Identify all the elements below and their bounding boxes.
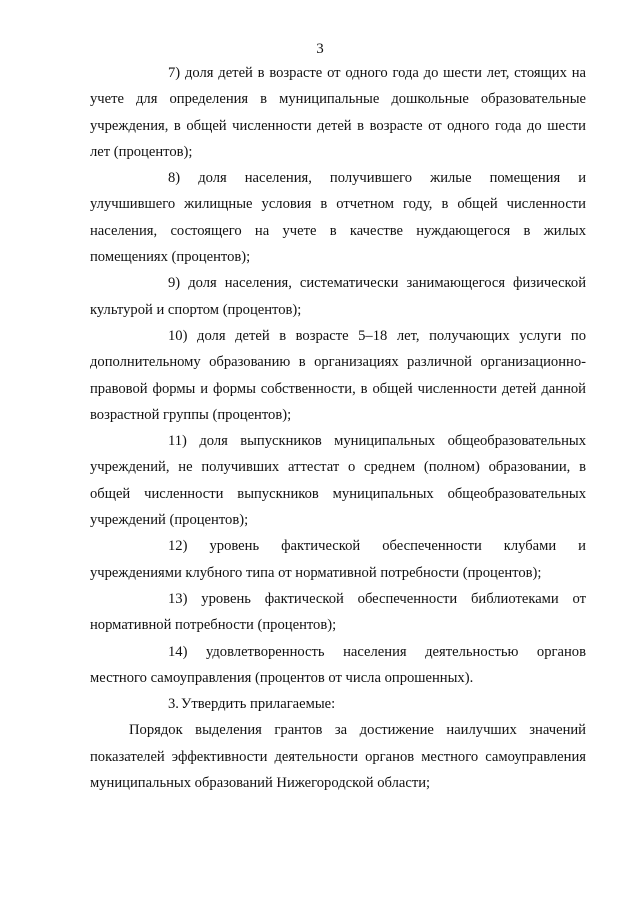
item-number: 7) xyxy=(168,65,181,81)
section-3-heading xyxy=(90,691,586,717)
item-text: доля выпускников муниципальных общеобразовательных учреждений, не получивших аттестат о среднем (полном) образовании, в общей численности выпускников муниципальных общеобразовательных учреждений (процентов); xyxy=(90,433,586,529)
item-text: доля населения, получившего жилые помещения и улучшившего жилищные условия в отчетном году, в общей численности населения, состоящего на учете в качестве нуждающегося в жилых помещениях (процентов); xyxy=(90,170,587,266)
list-item-10 xyxy=(90,323,586,428)
item-text: уровень фактической обеспеченности клубами и учреждениями клубного типа от нормативной потребности (процентов); xyxy=(90,538,586,581)
item-number: 13) xyxy=(168,590,188,607)
list-item-14 xyxy=(90,639,586,692)
list-item-8 xyxy=(90,165,586,270)
list-item-12 xyxy=(90,533,586,586)
item-text: доля населения, систематически занимающегося физической культурой и спортом (процентов); xyxy=(90,275,586,318)
item-number: 9) xyxy=(168,275,181,292)
section-number: 3. xyxy=(168,696,179,713)
item-number: 8) xyxy=(168,170,181,187)
list-item-7 xyxy=(90,60,586,165)
section-text: Утвердить прилагаемые: xyxy=(181,696,336,713)
list-item-11 xyxy=(90,428,586,533)
page-number: 3 xyxy=(316,41,324,57)
item-number: 12) xyxy=(168,538,188,555)
item-text: уровень фактической обеспеченности библиотеками от нормативной потребности (процентов); xyxy=(90,590,587,634)
item-number: 14) xyxy=(168,643,188,660)
item-number: 10) xyxy=(168,327,188,344)
list-item-13 xyxy=(90,586,586,639)
document-body xyxy=(90,60,586,796)
item-text: доля детей в возрасте от одного года до шести лет, стоящих на учете для определения в муниципальные дошкольные образовательные учреждения, в общей численности детей в возрасте от одного года до шести лет (процентов); xyxy=(90,65,586,160)
item-number: 11) xyxy=(168,433,187,450)
list-item-9 xyxy=(90,270,586,323)
item-text: удовлетворенность населения деятельностью органов местного самоуправления (процентов от числа опрошенных). xyxy=(90,643,586,686)
item-text: доля детей в возрасте 5–18 лет, получающих услуги по дополнительному образованию в организациях различной организационно-правовой формы и формы собственности, в общей численности детей данной возрастной группы (процентов); xyxy=(90,327,586,423)
closing-paragraph: Порядок выделения грантов за достижение наилучших значений показателей эффективности деятельности органов местного самоуправления муниципальных образований Нижегородской области; xyxy=(90,722,586,792)
